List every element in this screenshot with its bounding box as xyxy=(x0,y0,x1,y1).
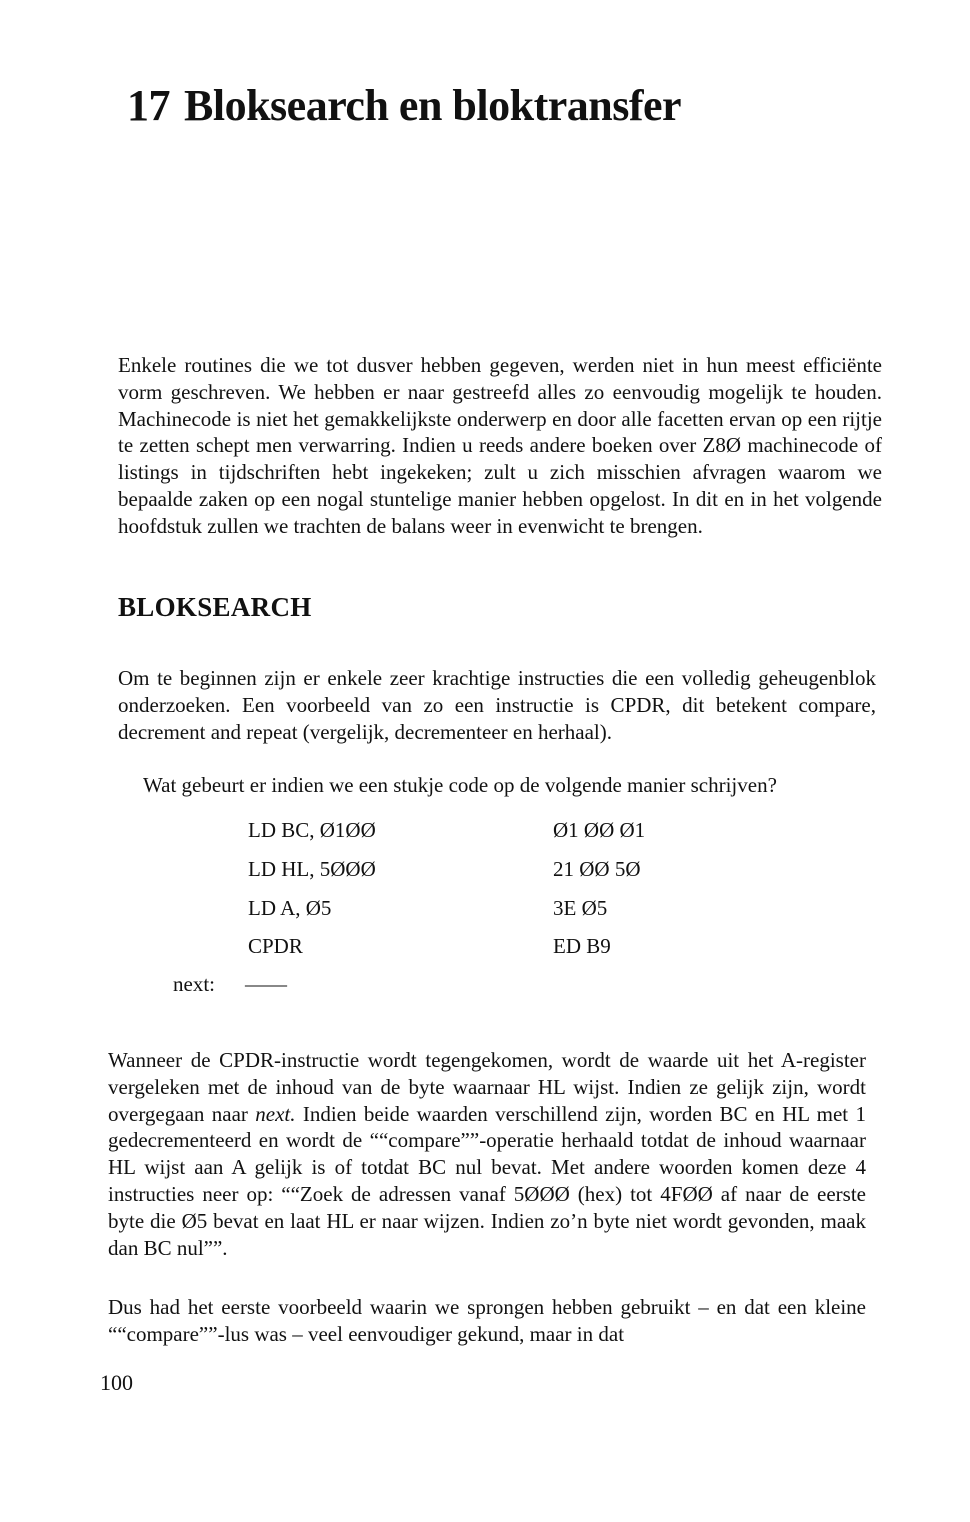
explanation-paragraph xyxy=(108,1047,866,1261)
code-hex: ED B9 xyxy=(553,934,611,958)
code-hex: 3E Ø5 xyxy=(553,896,608,920)
code-instruction: LD HL, 5ØØØ xyxy=(248,857,376,881)
explanation-text-1: Wanneer de CPDR-instructie wordt tegengekomen, wordt de waarde uit het A-register vergeleken met de inhoud van de byte waarnaar HL wijst. Indien ze gelijk zijn, wordt overgegaan naar xyxy=(108,1048,866,1126)
code-instruction: CPDR xyxy=(248,934,303,958)
next-emphasis: next. xyxy=(255,1101,296,1126)
intro-paragraph: Enkele routines die we tot dusver hebben gegeven, werden niet in hun meest efficiënte vorm geschreven. We hebben er naar gestreefd alles zo eenvoudig mogelijk te houden. Machinecode is niet het gemakkelijkste onderwerp en door alle facetten ervan op een rijtje te zetten schept men verwarring. Indien u reeds andere boeken over Z8Ø machinecode of listings in tijdschriften hebt ingekeken; zult u zich misschien afvragen waarom we bepaalde zaken op een nogal stuntelige manier hebben opgelost. In dit en in het volgende hoofdstuk zullen we trachten de balans weer in evenwicht te brengen. xyxy=(118,353,882,538)
section-heading: BLOKSEARCH xyxy=(118,592,312,622)
code-instruction: LD BC, Ø1ØØ xyxy=(248,818,376,842)
chapter-number: 17 xyxy=(127,81,170,130)
page-number: 100 xyxy=(100,1370,133,1395)
code-hex: Ø1 ØØ Ø1 xyxy=(553,818,646,842)
explanation-text-2: Indien beide waarden verschillend zijn, worden BC en HL met 1 gedecrementeerd en wordt de ““compare””-operatie herhaald totdat de inhoud waarnaar HL wijst aan A gelijk is of totdat BC nul bevat. Met andere woorden komen deze 4 instructies neer op: ““Zoek de adressen vanaf 5ØØØ (hex) tot 4FØØ af naar de eerste byte die Ø5 bevat en laat HL er naar wijzen. Indien zo’n byte niet wordt gevonden, maak dan BC nul””. xyxy=(108,1101,866,1260)
code-instruction: LD A, Ø5 xyxy=(248,896,332,920)
closing-paragraph: Dus had het eerste voorbeeld waarin we sprongen hebben gebruikt – en dat een kleine ““compare””-lus was – veel eenvoudiger gekund, maar in dat xyxy=(108,1295,866,1346)
section-paragraph-2: Wat gebeurt er indien we een stukje code op de volgende manier schrijven? xyxy=(143,773,777,797)
chapter-title-text: Bloksearch en bloktransfer xyxy=(184,81,682,130)
section-paragraph-1: Om te beginnen zijn er enkele zeer krachtige instructies die een volledig geheugenblok onderzoeken. Een voorbeeld van zo een instructie is CPDR, dit betekent compare, decrement and repeat (vergelijk, decrementeer en herhaal). xyxy=(118,666,876,744)
next-dash: —— xyxy=(245,972,287,996)
code-hex: 21 ØØ 5Ø xyxy=(553,857,641,881)
chapter-title xyxy=(127,80,681,131)
next-label: next: xyxy=(173,972,215,996)
